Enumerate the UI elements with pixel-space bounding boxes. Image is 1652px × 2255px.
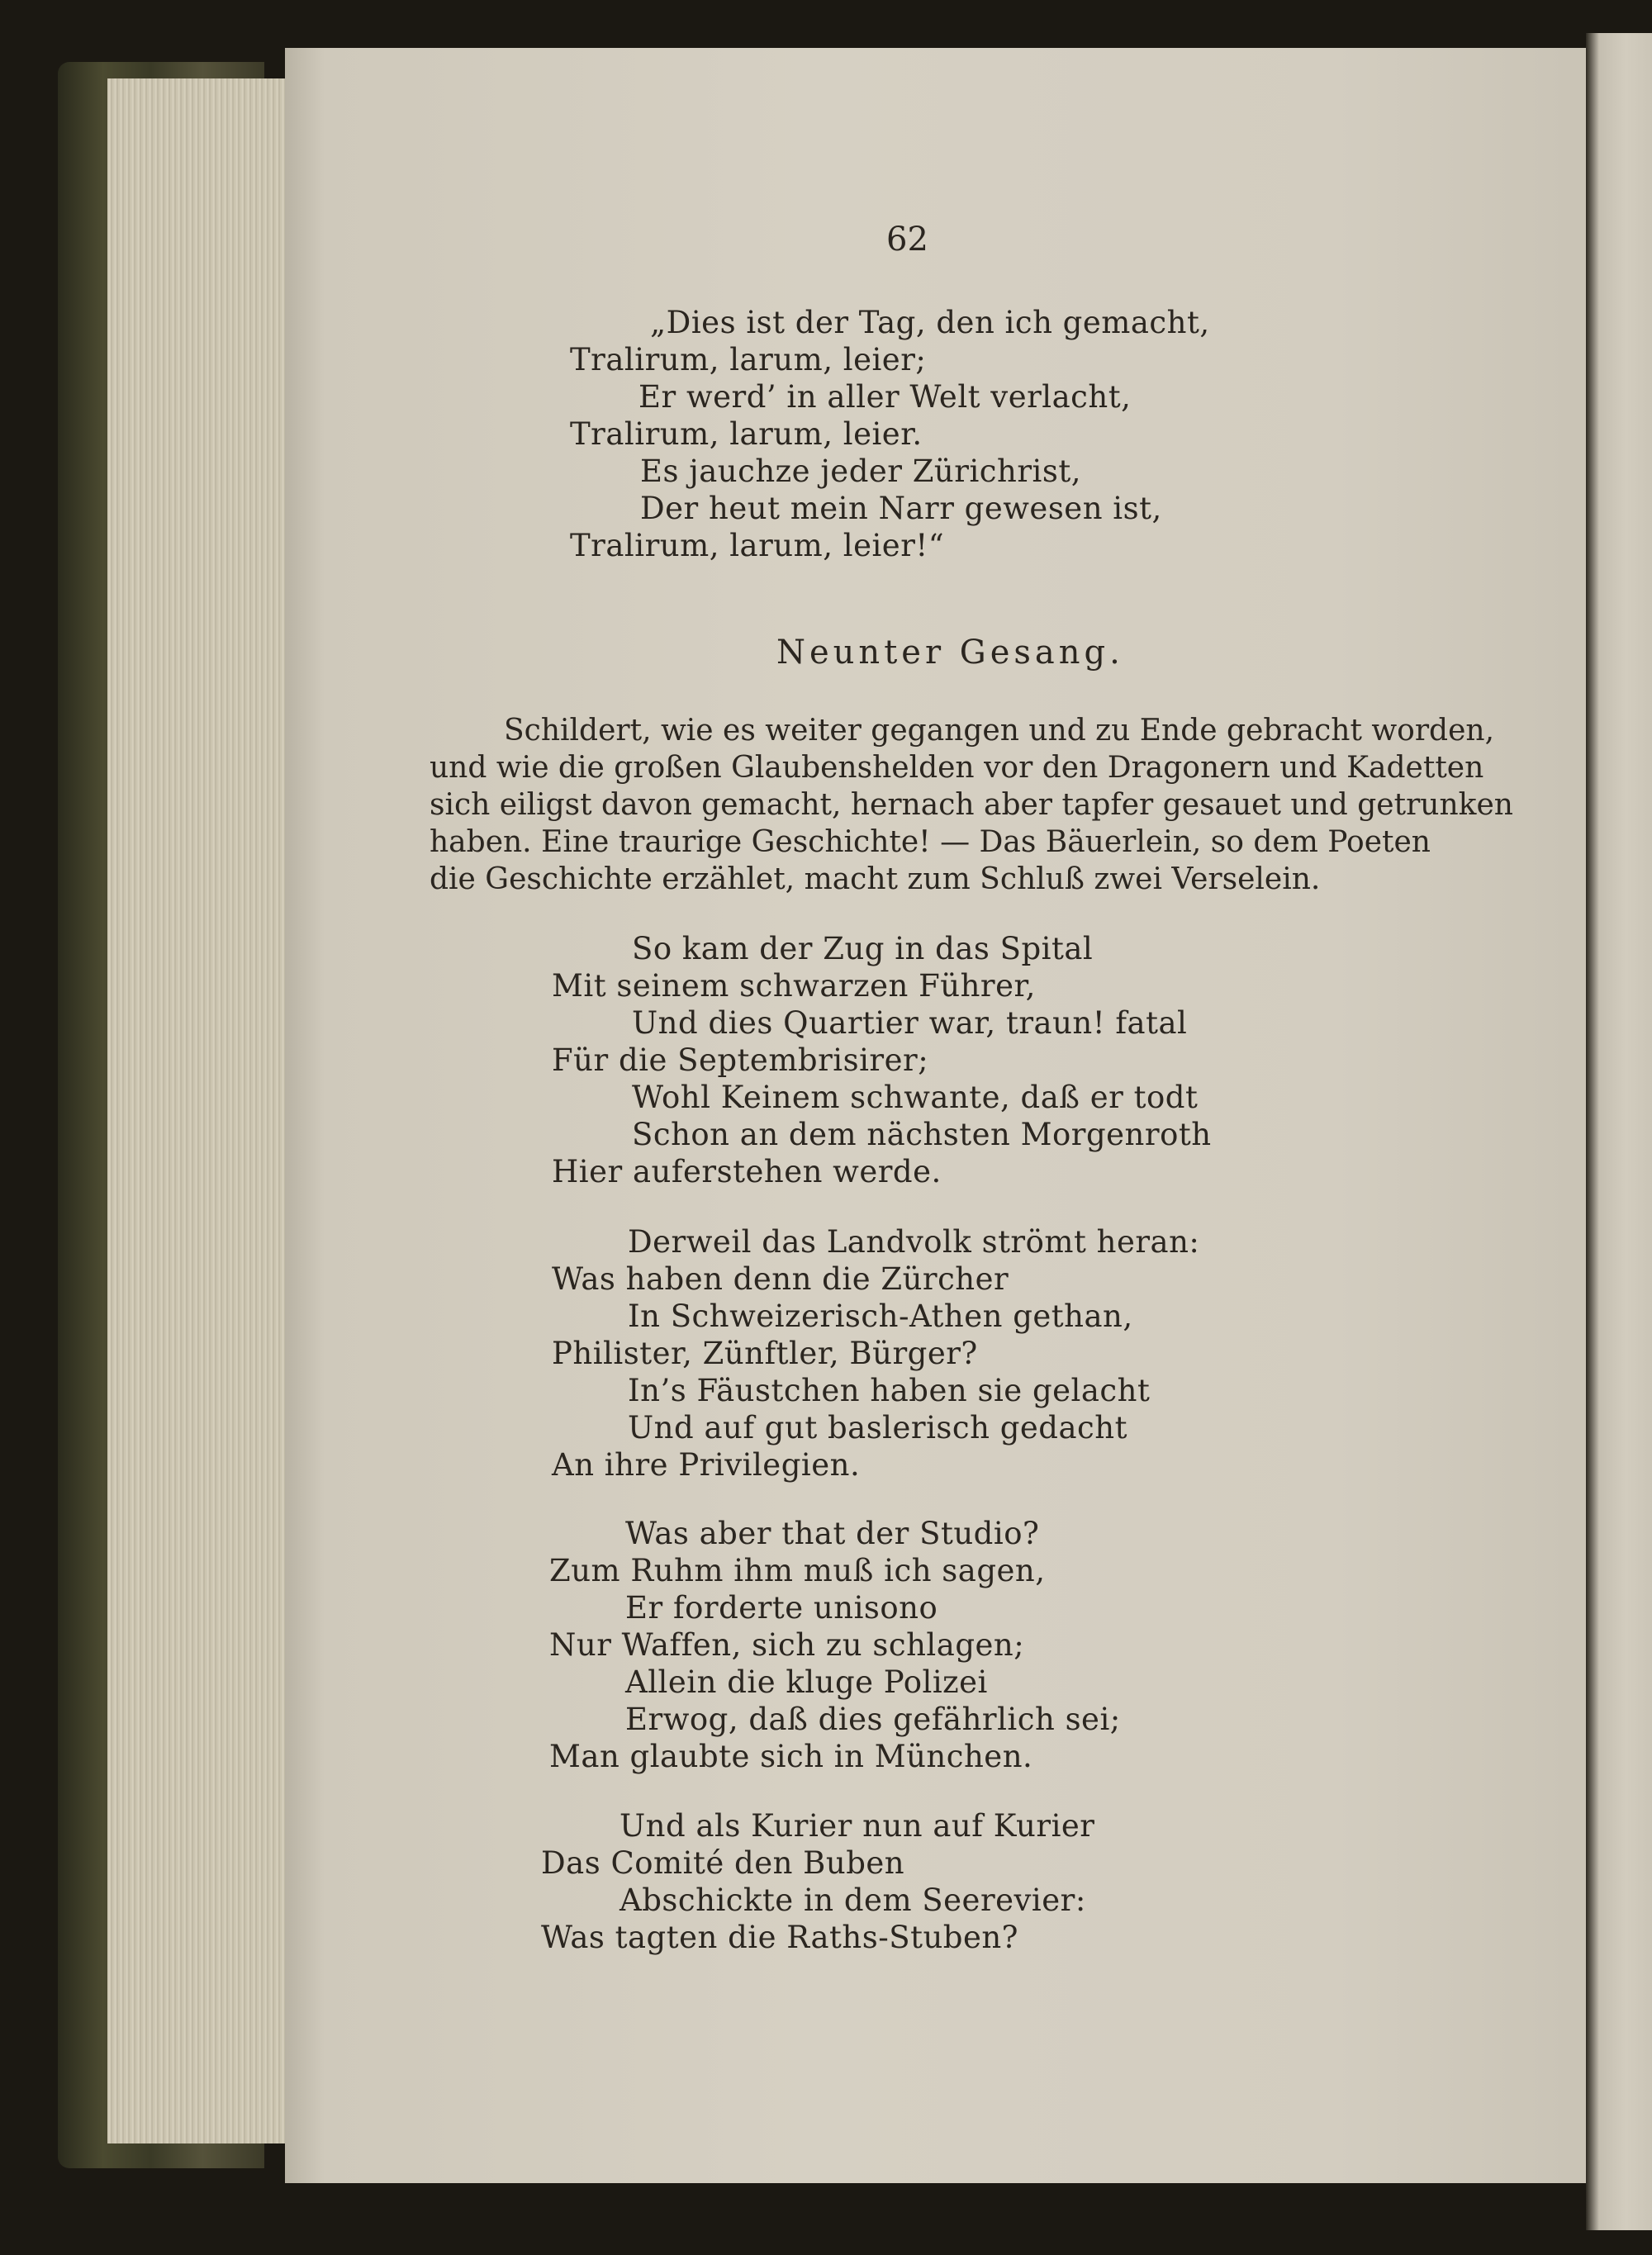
stanza-line: Mit seinem schwarzen Führer, [552, 968, 1036, 1004]
verse-line: Tralirum, larum, leier. [570, 416, 923, 452]
stanza-line: Was aber that der Studio? [625, 1516, 1040, 1551]
stanza-line: Und auf gut baslerisch gedacht [628, 1410, 1127, 1446]
verse-line: Tralirum, larum, leier; [570, 342, 927, 377]
stanza-line: Was haben denn die Zürcher [552, 1261, 1009, 1297]
stanza-line: Man glaubte sich in München. [549, 1739, 1033, 1774]
verse-line: Es jauchze jeder Zürichrist, [640, 453, 1081, 489]
facing-page-edge [1586, 33, 1652, 2230]
book-page [285, 48, 1598, 2183]
stanza-line: Philister, Zünftler, Bürger? [552, 1336, 978, 1371]
stanza-line: Abschickte in dem Seerevier: [620, 1882, 1086, 1918]
stanza-line: An ihre Privilegien. [552, 1447, 861, 1483]
verse-line: Der heut mein Narr gewesen ist, [640, 491, 1162, 526]
stanza-line: Derweil das Landvolk strömt heran: [628, 1224, 1200, 1260]
verse-line: Er werd’ in aller Welt verlacht, [638, 379, 1132, 415]
stanza-line: In’s Fäustchen haben sie gelacht [628, 1373, 1151, 1408]
stanza-line: Allein die kluge Polizei [625, 1664, 988, 1700]
stanza-line: Wohl Keinem schwante, daß er todt [632, 1080, 1199, 1115]
summary-line: Schildert, wie es weiter gegangen und zu Ende gebracht worden, [504, 714, 1495, 748]
stanza-line: Das Comité den Buben [541, 1845, 905, 1881]
chapter-heading: Neunter Gesang. [776, 634, 1124, 672]
summary-line: haben. Eine traurige Geschichte! — Das Bäuerlein, so dem Poeten [430, 825, 1431, 859]
verse-line: Tralirum, larum, leier!“ [570, 528, 945, 563]
summary-line: und wie die großen Glaubenshelden vor den Dragonern und Kadetten [430, 751, 1484, 785]
stanza-line: Für die Septembrisirer; [552, 1042, 929, 1078]
stanza-line: So kam der Zug in das Spital [632, 931, 1094, 966]
verse-line: „Dies ist der Tag, den ich gemacht, [650, 305, 1210, 340]
stanza-line: Schon an dem nächsten Morgenroth [632, 1117, 1212, 1152]
stanza-line: Nur Waffen, sich zu schlagen; [549, 1627, 1025, 1663]
page-number: 62 [886, 221, 928, 259]
stanza-line: In Schweizerisch-Athen gethan, [628, 1298, 1133, 1334]
stanza-line: Er forderte unisono [625, 1590, 938, 1626]
stanza-line: Erwog, daß dies gefährlich sei; [625, 1702, 1121, 1737]
summary-line: sich eiligst davon gemacht, hernach aber tapfer gesauet und getrunken [430, 788, 1513, 822]
stanza-line: Und als Kurier nun auf Kurier [620, 1808, 1095, 1844]
page-edges [107, 78, 285, 2143]
stanza-line: Und dies Quartier war, traun! fatal [632, 1005, 1188, 1041]
stanza-line: Zum Ruhm ihm muß ich sagen, [549, 1553, 1046, 1588]
summary-line: die Geschichte erzählet, macht zum Schluß zwei Verselein. [430, 862, 1321, 896]
stanza-line: Was tagten die Raths-Stuben? [541, 1920, 1019, 1955]
stanza-line: Hier auferstehen werde. [552, 1154, 942, 1189]
